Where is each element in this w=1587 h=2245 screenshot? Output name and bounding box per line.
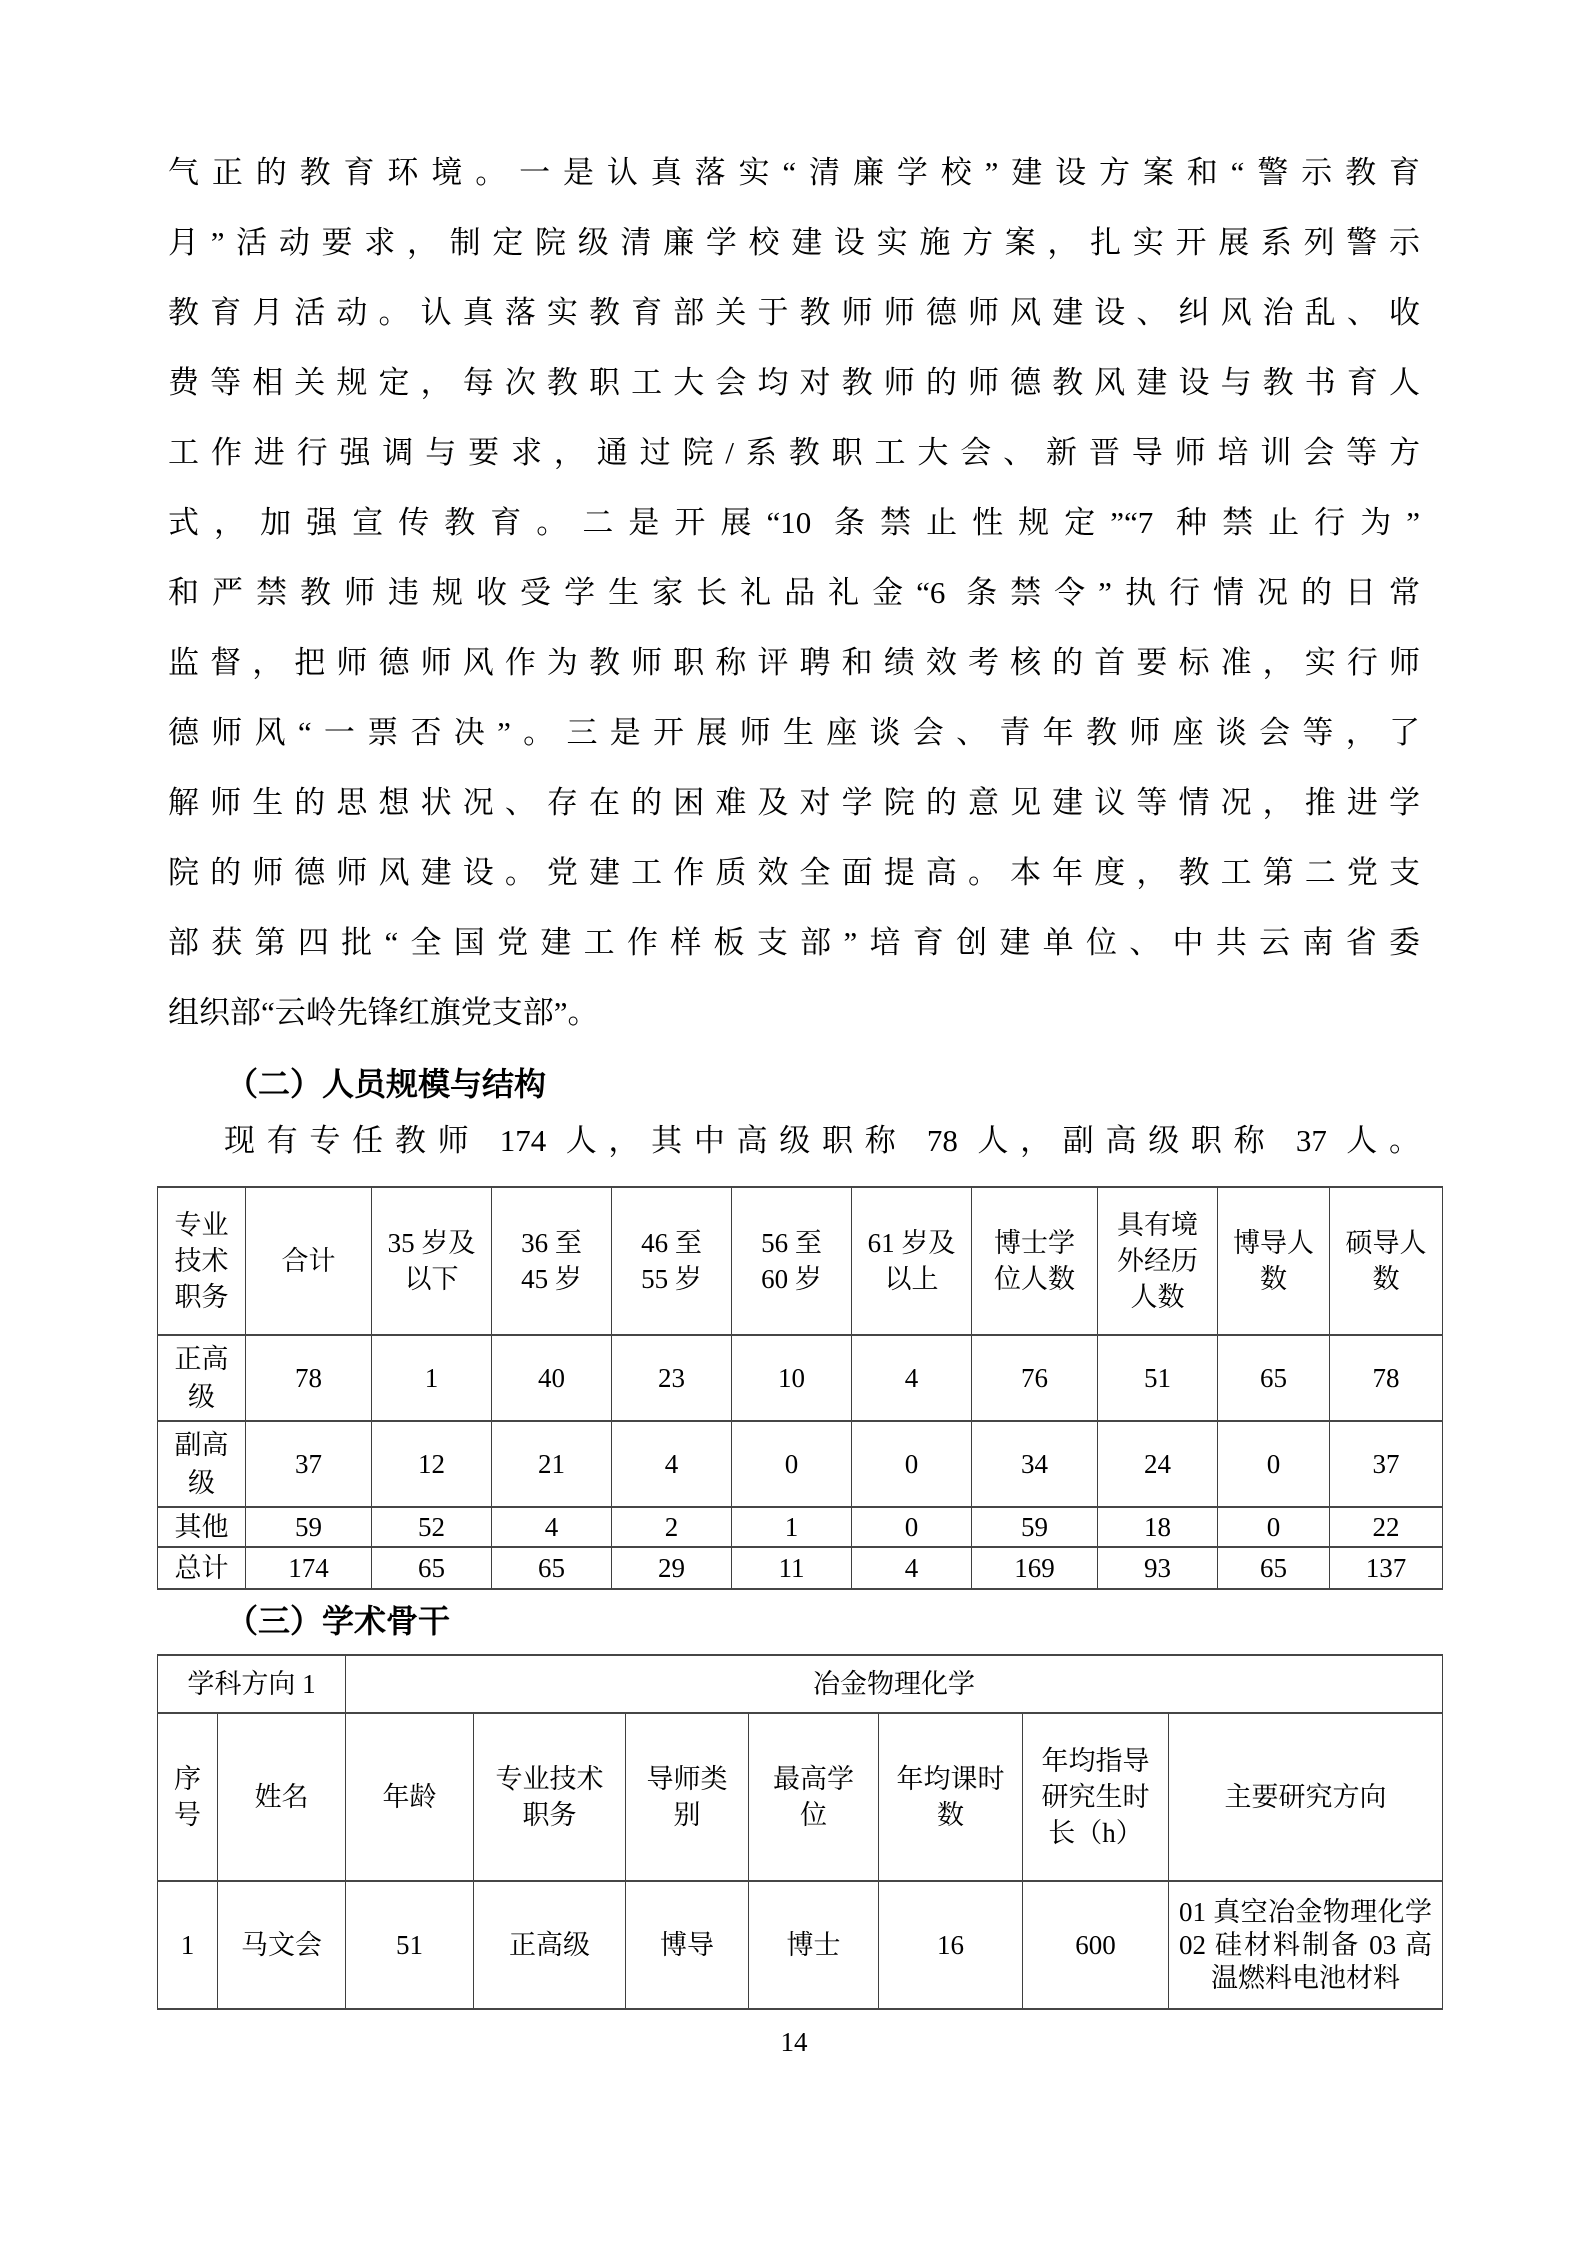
value-cell: 51 [1098,1335,1218,1421]
value-cell: 0 [852,1421,972,1507]
paragraph-line: 组织部“云岭先锋红旗党支部”。 [168,995,599,1030]
body-paragraph [168,138,1420,1048]
value-cell: 600 [1023,1881,1169,2009]
paragraph-line: 工作进行强调与要求，通过院/系教职工大会、新晋导师培训会等方 [168,435,1420,470]
value-cell: 93 [1098,1547,1218,1589]
value-cell: 博士 [749,1881,879,2009]
value-cell: 59 [972,1507,1098,1547]
value-cell: 22 [1330,1507,1443,1547]
page-number: 14 [780,2027,808,2057]
paragraph-line: 式，加强宣传教育。二是开展“10 条禁止性规定”“7 种禁止行为” [168,505,1420,540]
paragraph-line: 教育月活动。认真落实教育部关于教师师德师风建设、纠风治乱、收 [168,295,1420,330]
personnel-intro-text: 现有专任教师 174 人，其中高级职称 78 人，副高级职称 37 人。 [224,1123,1420,1158]
academic-backbone-table [157,1654,1443,2010]
paragraph-line: 气正的教育环境。一是认真落实“清廉学校”建设方案和“警示教育 [168,155,1420,190]
header-cell: 专业技术职务 [158,1187,246,1335]
header-cell: 年均指导研究生时长（h） [1023,1713,1169,1881]
header-cell: 最高学位 [749,1713,879,1881]
paragraph-line: 解师生的思想状况、存在的困难及对学院的意见建议等情况，推进学 [168,785,1420,820]
section-heading-academic: （三）学术骨干 [226,1603,451,1639]
page-content [168,138,1433,2060]
value-cell: 18 [1098,1507,1218,1547]
header-cell: 56 至 60 岁 [732,1187,852,1335]
value-cell: 16 [879,1881,1023,2009]
value-cell: 博导 [626,1881,749,2009]
value-cell: 137 [1330,1547,1443,1589]
direction-label-cell: 学科方向 1 [158,1655,346,1713]
value-cell: 1 [372,1335,492,1421]
header-cell: 博导人数 [1218,1187,1330,1335]
discipline-direction-row [158,1655,1443,1713]
value-cell: 马文会 [218,1881,346,2009]
value-cell: 4 [492,1507,612,1547]
header-cell: 46 至 55 岁 [612,1187,732,1335]
value-cell: 52 [372,1507,492,1547]
paragraph-line: 部获第四批“全国党建工作样板支部”培育创建单位、中共云南省委 [168,925,1420,960]
value-cell: 1 [732,1507,852,1547]
table-row [158,1335,1443,1421]
value-cell: 78 [246,1335,372,1421]
paragraph-line: 费等相关规定，每次教职工大会均对教师的师德教风建设与教书育人 [168,365,1420,400]
header-cell: 年龄 [346,1713,474,1881]
header-cell: 具有境外经历人数 [1098,1187,1218,1335]
row-label-cell: 其他 [158,1507,246,1547]
value-cell: 65 [372,1547,492,1589]
value-cell: 24 [1098,1421,1218,1507]
row-label-cell: 副高级 [158,1421,246,1507]
paragraph-line: 月”活动要求，制定院级清廉学校建设实施方案，扎实开展系列警示 [168,225,1420,260]
table-row [158,1421,1443,1507]
value-cell: 21 [492,1421,612,1507]
paragraph-line: 监督，把师德师风作为教师职称评聘和绩效考核的首要标准，实行师 [168,645,1420,680]
value-cell: 169 [972,1547,1098,1589]
value-cell: 76 [972,1335,1098,1421]
research-directions-cell: 01 真空冶金物理化学 02 硅材料制备 03 高温燃料电池材料 [1169,1881,1443,2009]
table-header-row [158,1713,1443,1881]
staff-structure-table [157,1186,1443,1590]
value-cell: 174 [246,1547,372,1589]
header-cell: 姓名 [218,1713,346,1881]
paragraph-line: 德师风“一票否决”。三是开展师生座谈会、青年教师座谈会等，了 [168,715,1420,750]
table-row [158,1881,1443,2009]
header-cell: 36 至 45 岁 [492,1187,612,1335]
section-heading-personnel: （二）人员规模与结构 [226,1066,547,1102]
value-cell: 11 [732,1547,852,1589]
value-cell: 4 [852,1547,972,1589]
header-cell: 35 岁及以下 [372,1187,492,1335]
value-cell: 4 [852,1335,972,1421]
value-cell: 23 [612,1335,732,1421]
value-cell: 59 [246,1507,372,1547]
value-cell: 29 [612,1547,732,1589]
value-cell: 0 [852,1507,972,1547]
header-cell: 61 岁及以上 [852,1187,972,1335]
row-label-cell: 正高级 [158,1335,246,1421]
header-cell: 主要研究方向 [1169,1713,1443,1881]
row-label-cell: 总计 [158,1547,246,1589]
value-cell: 12 [372,1421,492,1507]
value-cell: 37 [246,1421,372,1507]
header-cell: 序号 [158,1713,218,1881]
value-cell: 65 [492,1547,612,1589]
header-cell: 年均课时数 [879,1713,1023,1881]
header-cell: 导师类别 [626,1713,749,1881]
table-row [158,1547,1443,1589]
value-cell: 37 [1330,1421,1443,1507]
value-cell: 4 [612,1421,732,1507]
value-cell: 1 [158,1881,218,2009]
header-cell: 合计 [246,1187,372,1335]
value-cell: 0 [1218,1421,1330,1507]
paragraph-line: 和严禁教师违规收受学生家长礼品礼金“6 条禁令”执行情况的日常 [168,575,1420,610]
value-cell: 40 [492,1335,612,1421]
value-cell: 0 [732,1421,852,1507]
table-row [158,1507,1443,1547]
header-cell: 专业技术职务 [474,1713,626,1881]
paragraph-line: 院的师德师风建设。党建工作质效全面提高。本年度，教工第二党支 [168,855,1420,890]
direction-value-cell: 冶金物理化学 [346,1655,1443,1713]
value-cell: 2 [612,1507,732,1547]
value-cell: 51 [346,1881,474,2009]
value-cell: 正高级 [474,1881,626,2009]
value-cell: 0 [1218,1507,1330,1547]
value-cell: 65 [1218,1335,1330,1421]
value-cell: 10 [732,1335,852,1421]
header-cell: 硕导人数 [1330,1187,1443,1335]
value-cell: 78 [1330,1335,1443,1421]
value-cell: 65 [1218,1547,1330,1589]
header-cell: 博士学位人数 [972,1187,1098,1335]
table-header-row [158,1187,1443,1335]
value-cell: 34 [972,1421,1098,1507]
